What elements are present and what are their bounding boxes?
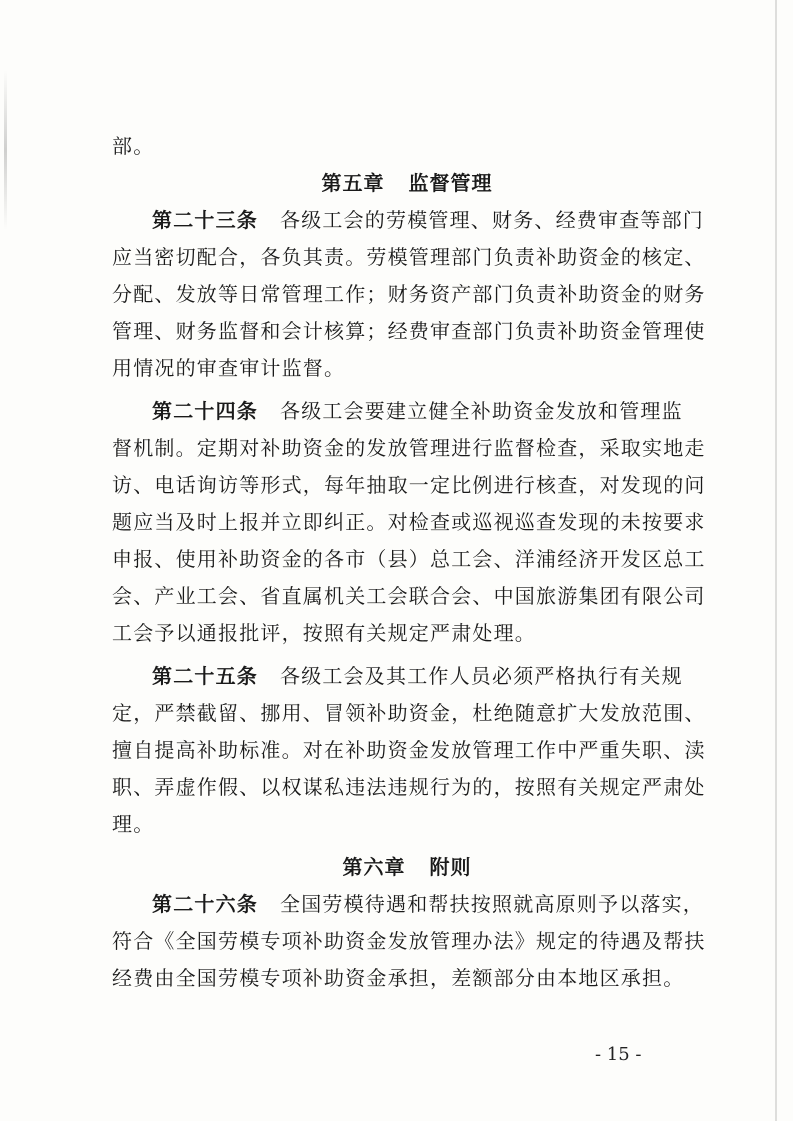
article-text: 各级工会及其工作人员必须严格执行有关规 — [280, 664, 683, 688]
article-23 — [112, 202, 706, 387]
article-text: 申报、使用补助资金的各市（县）总工会、洋浦经济开发区总工 — [112, 547, 706, 571]
article-text: 理。 — [112, 812, 155, 836]
article-text: 工会予以通报批评，按照有关规定严肃处理。 — [112, 621, 536, 645]
article-text: 用情况的审查审计监督。 — [112, 356, 346, 380]
page-number: - 15 - — [595, 1044, 642, 1065]
article-text: 管理、财务监督和会计核算；经费审查部门负责补助资金管理使 — [112, 319, 706, 343]
article-26-line-1 — [112, 886, 702, 923]
chapter-5-title: 监督管理 — [408, 171, 493, 195]
chapter-6-heading — [112, 849, 702, 886]
scan-shadow-left — [4, 70, 7, 230]
article-23-number: 第二十三条 — [152, 208, 258, 232]
article-25-line-1 — [112, 658, 702, 695]
chapter-5-number: 第五章 — [321, 171, 385, 195]
article-text: 擅自提高补助标准。对在补助资金发放管理工作中严重失职、渎 — [112, 738, 706, 762]
article-26-number: 第二十六条 — [152, 892, 258, 916]
article-25-number: 第二十五条 — [152, 664, 258, 688]
continuation-text: 部。 — [112, 134, 155, 158]
article-text: 定，严禁截留、挪用、冒领补助资金，杜绝随意扩大发放范围、 — [112, 701, 706, 725]
article-26 — [112, 886, 706, 997]
article-text: 全国劳模待遇和帮扶按照就高原则予以落实， — [280, 892, 704, 916]
article-25 — [112, 658, 706, 843]
article-text: 符合《全国劳模专项补助资金发放管理办法》规定的待遇及帮扶 — [112, 929, 706, 953]
chapter-6-number: 第六章 — [342, 855, 406, 879]
article-text: 应当密切配合，各负其责。劳模管理部门负责补助资金的核定、 — [112, 245, 706, 269]
chapter-6-title: 附则 — [429, 855, 472, 879]
article-24-line-1 — [112, 393, 702, 430]
document-body — [112, 128, 706, 997]
article-24-number: 第二十四条 — [152, 399, 258, 423]
article-23-line-1 — [112, 202, 702, 239]
article-text: 职、弄虚作假、以权谋私违法违规行为的，按照有关规定严肃处 — [112, 775, 706, 799]
article-text: 督机制。定期对补助资金的发放管理进行监督检查，采取实地走 — [112, 436, 706, 460]
article-24 — [112, 393, 706, 652]
article-text: 各级工会要建立健全补助资金发放和管理监 — [280, 399, 683, 423]
article-text: 会、产业工会、省直属机关工会联合会、中国旅游集团有限公司 — [112, 584, 706, 608]
article-text: 题应当及时上报并立即纠正。对检查或巡视巡查发现的未按要求 — [112, 510, 706, 534]
article-text: 各级工会的劳模管理、财务、经费审查等部门 — [280, 208, 704, 232]
article-text: 经费由全国劳模专项补助资金承担，差额部分由本地区承担。 — [112, 966, 685, 990]
chapter-5-heading — [112, 165, 702, 202]
article-text: 访、电话询访等形式，每年抽取一定比例进行核查，对发现的问 — [112, 473, 706, 497]
scan-shadow-right — [775, 0, 777, 1121]
article-text: 分配、发放等日常管理工作；财务资产部门负责补助资金的财务 — [112, 282, 706, 306]
